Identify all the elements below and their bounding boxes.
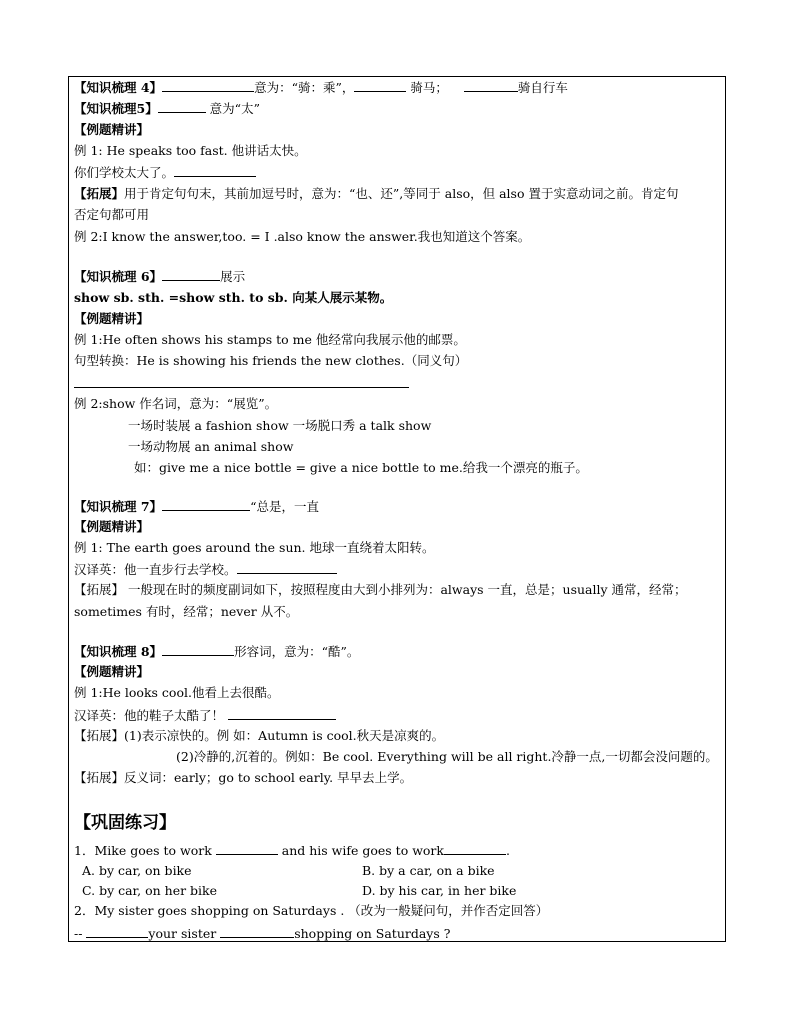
kp8-blank[interactable] [162,643,234,656]
q1-option-b[interactable]: B. by a car, on a bike [362,863,495,878]
q1-text-b: and his wife goes to work [277,843,444,858]
kp7-line [74,498,319,515]
kp5-line [74,100,260,117]
kp6-blank[interactable] [162,268,220,281]
kp5-text: 意为“太” [205,101,260,116]
example-heading-7: 【例题精讲】 [74,519,150,534]
kp8-example-2-text: 汉译英：他的鞋子太酷了！ [74,708,225,723]
q1-option-c[interactable]: C. by car, on her bike [82,883,218,898]
kp7-extension-1: 【拓展】 一般现在时的频度副词如下，按照程度由大到小排列为：always 一直，总是；usually 通常，经常； [74,582,687,597]
q1-option-a[interactable]: A. by car, on bike [82,863,192,878]
kp6-example-3: 例 2:show 作名词，意为：“展览”。 [74,396,278,411]
kp6-answer-line[interactable] [74,387,409,388]
kp6-example-5: 一场动物展 an animal show [128,439,294,454]
kp5-example-2-blank[interactable] [174,164,256,177]
kp4-text-1: 意为：“骑：乘”， [254,80,355,95]
kp6-example-2: 句型转换：He is showing his friends the new clothes.（同义句） [74,353,468,368]
example-heading-6: 【例题精讲】 [74,311,150,326]
kp8-extension-1: 【拓展】(1)表示凉快的。例 如：Autumn is cool.秋天是凉爽的。 [74,728,445,743]
kp6-heading: 【知识梳理 6】 [74,269,163,284]
kp4-text-3: 骑自行车 [517,80,568,95]
q1-stem [74,842,510,859]
kp5-blank[interactable] [158,100,206,113]
kp7-blank[interactable] [162,498,250,511]
kp8-example-1: 例 1:He looks cool.他看上去很酷。 [74,685,280,700]
kp5-example-2 [74,164,256,181]
kp6-example-4: 一场时装展 a fashion show 一场脱口秀 a talk show [128,418,432,433]
kp6-rule: show sb. sth. =show sth. to sb. 向某人展示某物。 [74,290,393,305]
kp8-example-2-blank[interactable] [228,707,336,720]
kp5-example-1: 例 1: He speaks too fast. 他讲话太快。 [74,143,307,158]
q2-answer [74,925,450,942]
kp8-example-2 [74,707,336,724]
example-heading-5: 【例题精讲】 [74,122,150,137]
example-heading-8: 【例题精讲】 [74,664,150,679]
q2-dash: -- [74,926,87,941]
kp8-heading: 【知识梳理 8】 [74,644,163,659]
kp4-blank-1[interactable] [162,79,254,92]
kp4-blank-2[interactable] [354,79,406,92]
q2-blank-1[interactable] [86,925,148,938]
q1-text-a: 1．Mike goes to work [74,843,216,858]
q1-option-d[interactable]: D. by his car, in her bike [362,883,517,898]
kp6-line [74,268,245,285]
kp8-extension-2: (2)冷静的,沉着的。例如：Be cool. Everything will be all right.冷静一点,一切都会没问题的。 [176,749,718,764]
q2-blank-2[interactable] [220,925,294,938]
kp7-heading: 【知识梳理 7】 [74,499,163,514]
kp6-example-6: 如：give me a nice bottle = give a nice bottle to me.给我一个漂亮的瓶子。 [134,460,588,475]
q2-text-b: your sister [148,926,221,941]
kp4-blank-3[interactable] [464,79,518,92]
kp7-example-1: 例 1: The earth goes around the sun. 地球一直绕着太阳转。 [74,540,435,555]
kp7-text: “总是，一直 [250,499,319,514]
kp5-extension-2: 否定句都可用 [74,207,150,222]
kp5-example-3: 例 2:I know the answer,too. = I .also know the answer.我也知道这个答案。 [74,229,531,244]
kp5-example-2-text: 你们学校太大了。 [74,165,175,180]
kp8-extension-3: 【拓展】反义词：early；go to school early. 早早去上学。 [74,770,413,785]
q1-blank-2[interactable] [444,842,506,855]
kp6-text: 展示 [220,269,246,284]
kp7-extension-2: sometimes 有时，经常；never 从不。 [74,604,299,619]
q1-text-c: . [505,843,510,858]
kp7-example-2 [74,561,337,578]
kp7-example-2-blank[interactable] [237,561,337,574]
practice-title: 【巩固练习】 [74,813,176,833]
kp5-heading: 【知识梳理5】 [74,101,158,116]
q1-blank-1[interactable] [216,842,278,855]
kp8-line [74,643,359,660]
kp5-extension-1 [74,186,678,202]
kp6-example-1: 例 1:He often shows his stamps to me 他经常向我展示他的邮票。 [74,332,466,347]
kp4-line [74,79,568,96]
extension-heading-5: 【拓展】 [74,186,125,201]
q2-stem: 2．My sister goes shopping on Saturdays . （改为一般疑问句，并作否定回答） [74,903,549,918]
q2-text-c: shopping on Saturdays ? [294,926,451,941]
kp7-example-2-text: 汉译英：他一直步行去学校。 [74,562,237,577]
kp5-extension-text-1: 用于肯定句句末，其前加逗号时，意为：“也、还”,等同于 also，但 also 置于实意动词之前。肯定句 [124,186,679,201]
kp8-text: 形容词，意为：“酷”。 [234,644,360,659]
kp4-heading: 【知识梳理 4】 [74,80,163,95]
kp4-text-2: 骑马； [406,80,448,95]
